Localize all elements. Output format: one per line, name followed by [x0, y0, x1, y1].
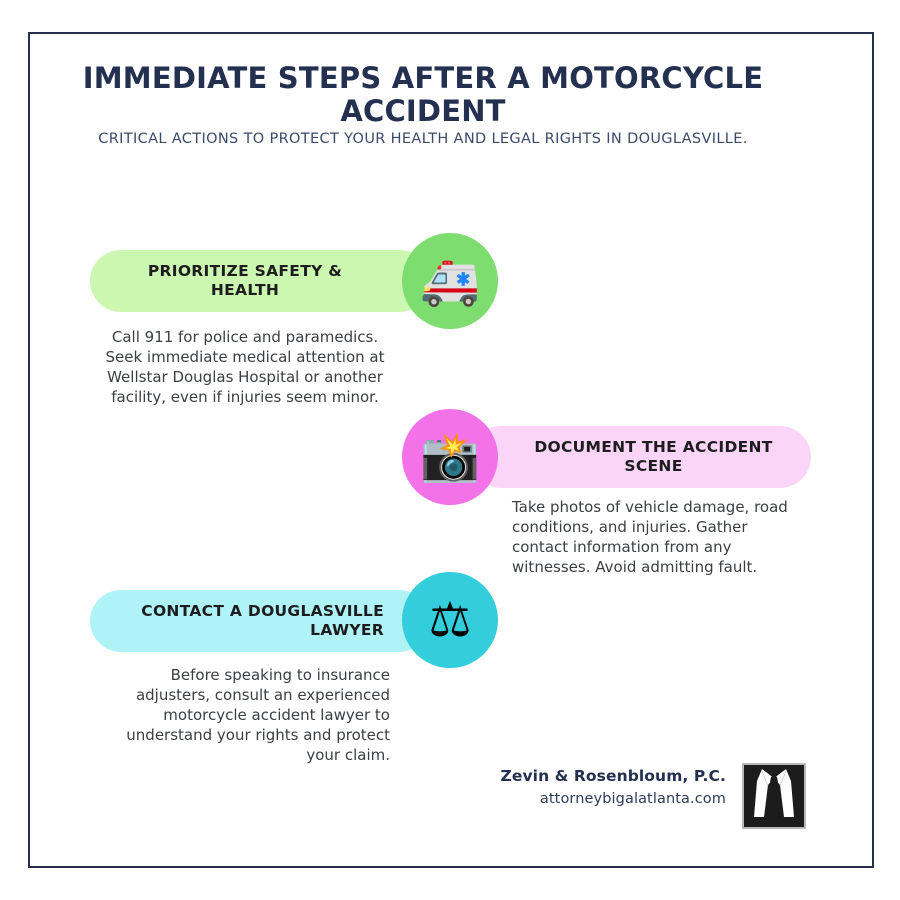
suit-and-tie-logo-icon — [742, 763, 806, 829]
step-body-2: Take photos of vehicle damage, road conditions, and injuries. Gather contact information from any witnesses. Avoid admitting fault. — [512, 498, 788, 576]
firm-name: Zevin & Rosenbloum, P.C. — [500, 767, 726, 785]
step-heading-1: PRIORITIZE SAFETY & HEALTH — [147, 261, 343, 299]
ambulance-icon-glyph: 🚑 — [420, 253, 480, 309]
step-body-1: Call 911 for police and paramedics. Seek immediate medical attention at Wellstar Douglas Hospital or another facility, even if injuries seem minor. — [105, 328, 385, 406]
footer-branding — [430, 765, 726, 811]
step-pill-1 — [90, 250, 430, 312]
step-pill-3 — [90, 590, 430, 652]
step-heading-3: CONTACT A DOUGLASVILLE LAWYER — [141, 601, 384, 639]
page-subtitle: CRITICAL ACTIONS TO PROTECT YOUR HEALTH AND LEGAL RIGHTS IN DOUGLASVILLE. — [98, 131, 748, 147]
camera-with-flash-icon — [402, 409, 498, 505]
camera-with-flash-icon-glyph: 📸 — [420, 429, 480, 485]
step-pill-2 — [470, 426, 811, 488]
page-title: IMMEDIATE STEPS AFTER A MOTORCYCLE ACCIDENT — [82, 61, 764, 129]
balance-scale-icon-glyph: ⚖ — [428, 592, 472, 648]
firm-website: attorneybigalatlanta.com — [539, 791, 726, 808]
step-heading-2: DOCUMENT THE ACCIDENT SCENE — [534, 437, 773, 475]
balance-scale-icon — [402, 572, 498, 668]
step-body-3: Before speaking to insurance adjusters, consult an experienced motorcycle accident lawyer to understand your rights and protect your claim. — [126, 666, 390, 764]
ambulance-icon — [402, 233, 498, 329]
